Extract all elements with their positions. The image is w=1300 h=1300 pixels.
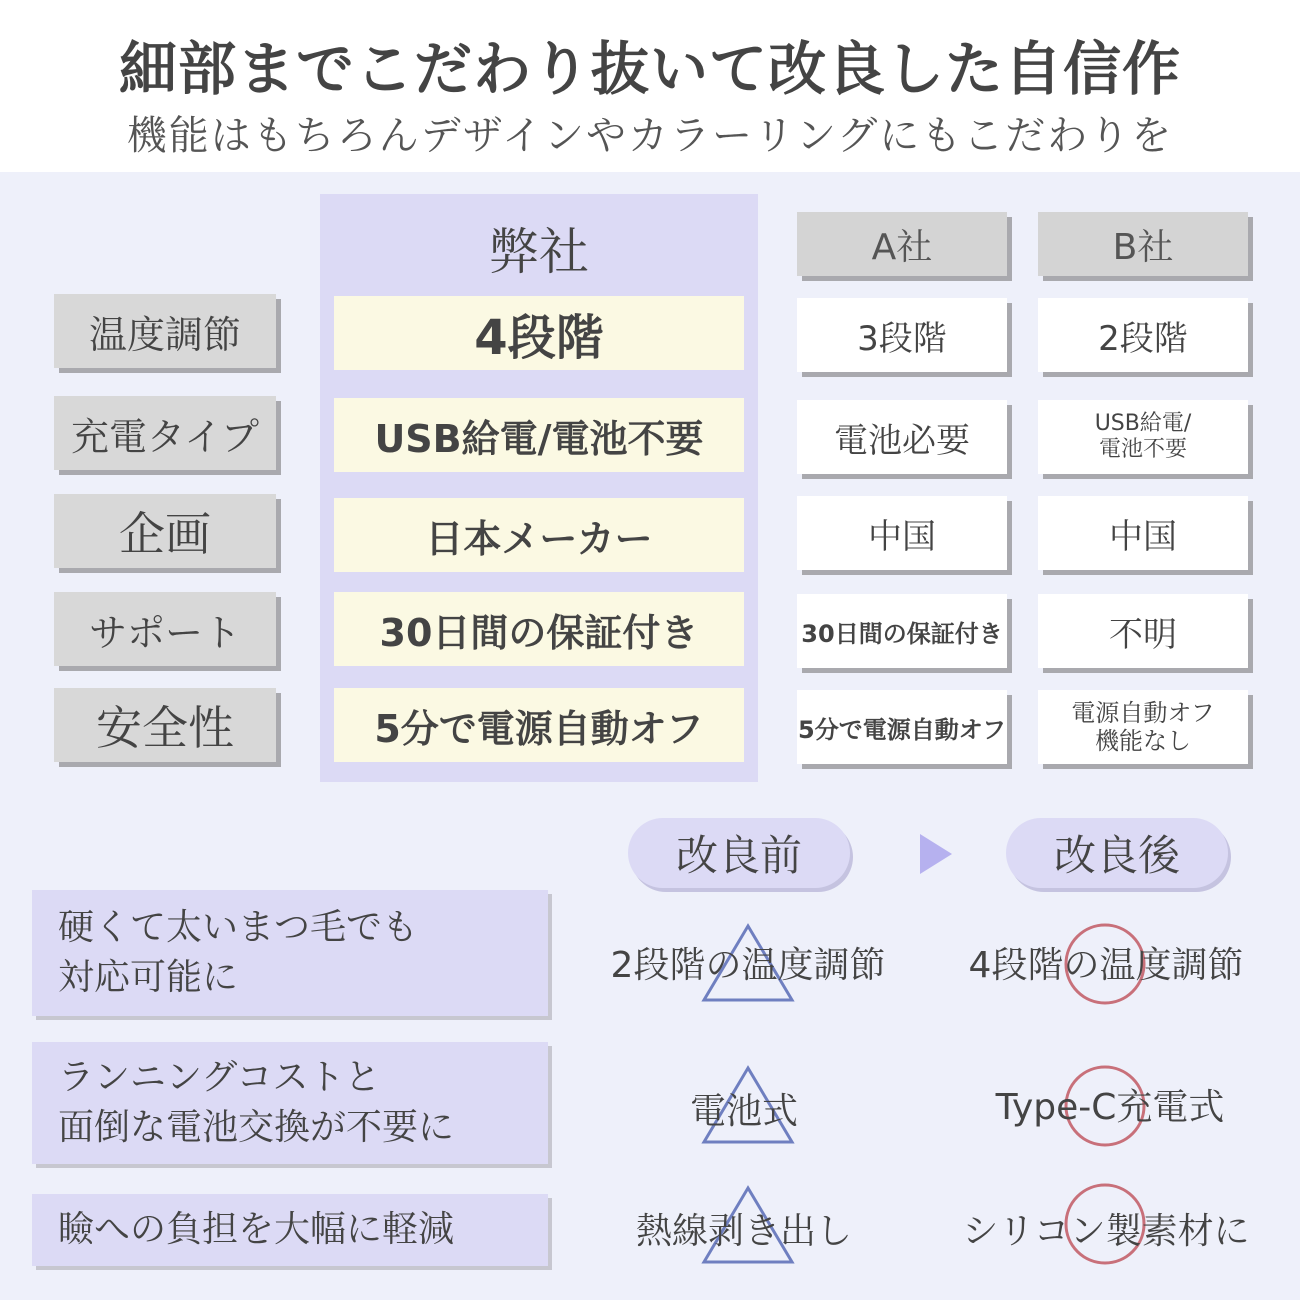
a-charging-value: 電池必要 bbox=[797, 400, 1007, 474]
feature-text: 硬くて太いまつ毛でも bbox=[58, 907, 419, 948]
our-support-value: 30日間の保証付き bbox=[334, 592, 744, 666]
our-temperature-value: 4段階 bbox=[334, 296, 744, 370]
before-improvement-label: 改良前 bbox=[628, 818, 850, 888]
feature-text: 対応可能に bbox=[58, 957, 239, 998]
b-temperature-value: 2段階 bbox=[1038, 298, 1248, 372]
feature-text: 瞼への負担を大幅に軽減 bbox=[58, 1209, 455, 1250]
after-material-text: シリコン製素材に bbox=[962, 1210, 1250, 1252]
feature-box-no-battery bbox=[32, 1042, 548, 1164]
a-safety-value: 5分で電源自動オフ bbox=[797, 690, 1007, 764]
b-charging-line2: 電池不要 bbox=[1098, 437, 1187, 462]
row-label-temperature: 温度調節 bbox=[54, 294, 276, 368]
before-temperature-text: 2段階の温度調節 bbox=[610, 944, 886, 986]
row-label-planning: 企画 bbox=[54, 494, 276, 568]
after-power-text: Type-C充電式 bbox=[995, 1086, 1225, 1128]
row-label-charging: 充電タイプ bbox=[54, 396, 276, 470]
b-safety-line2: 機能なし bbox=[1095, 727, 1191, 755]
after-temperature-text: 4段階の温度調節 bbox=[968, 944, 1244, 986]
b-support-value: 不明 bbox=[1038, 594, 1248, 668]
company-a-header: A社 bbox=[797, 212, 1007, 276]
our-charging-value: USB給電/電池不要 bbox=[334, 398, 744, 472]
a-temperature-value: 3段階 bbox=[797, 298, 1007, 372]
our-safety-value: 5分で電源自動オフ bbox=[334, 688, 744, 762]
feature-text: ランニングコストと bbox=[58, 1057, 381, 1098]
page-subtitle: 機能はもちろんデザインやカラーリングにもこだわりを bbox=[126, 113, 1174, 159]
b-safety-value bbox=[1038, 690, 1248, 764]
arrow-right-icon bbox=[920, 834, 952, 874]
our-company-header: 弊社 bbox=[489, 223, 589, 281]
b-planning-value: 中国 bbox=[1038, 496, 1248, 570]
row-label-safety: 安全性 bbox=[54, 688, 276, 762]
b-charging-value bbox=[1038, 400, 1248, 474]
b-safety-line1: 電源自動オフ bbox=[1071, 699, 1215, 727]
our-planning-value: 日本メーカー bbox=[334, 498, 744, 572]
page-title: 細部までこだわり抜いて改良した自信作 bbox=[118, 35, 1181, 103]
after-improvement-label: 改良後 bbox=[1006, 818, 1228, 888]
before-power-text: 電池式 bbox=[689, 1090, 798, 1132]
feature-box-eyelid-burden bbox=[32, 1194, 548, 1266]
feature-box-thick-lashes bbox=[32, 890, 548, 1016]
a-planning-value: 中国 bbox=[797, 496, 1007, 570]
feature-text: 面倒な電池交換が不要に bbox=[58, 1107, 455, 1148]
company-b-header: B社 bbox=[1038, 212, 1248, 276]
a-support-value: 30日間の保証付き bbox=[797, 594, 1007, 668]
row-label-support: サポート bbox=[54, 592, 276, 666]
b-charging-line1: USB給電/ bbox=[1094, 411, 1192, 436]
before-material-text: 熱線剥き出し bbox=[635, 1210, 852, 1252]
